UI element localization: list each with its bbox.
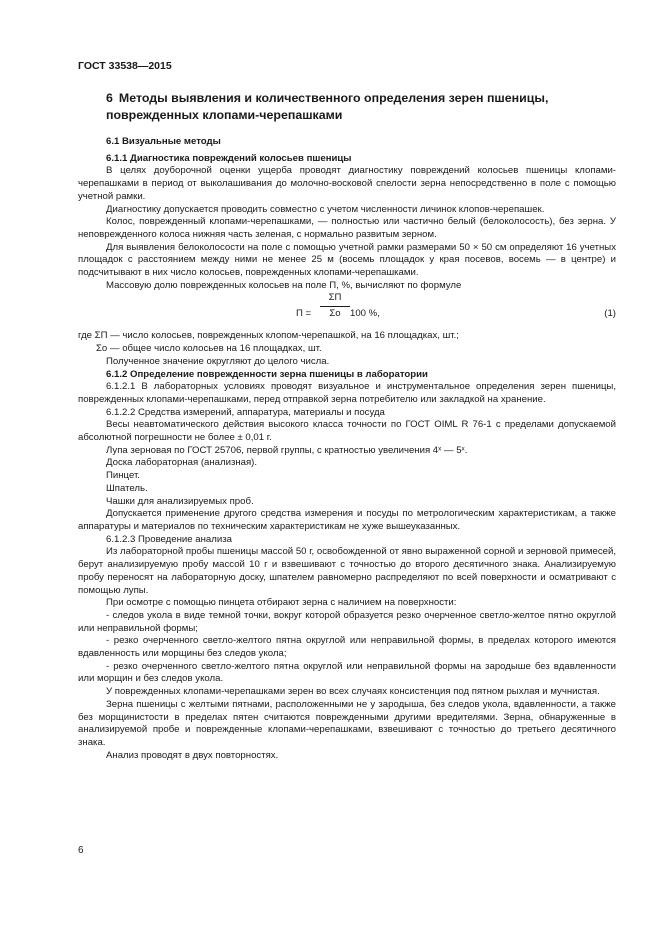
paragraph: Анализ проводят в двух повторностях. [106,749,279,761]
formula-legend: Σо — общее число колосьев на 16 площадках, шт. [96,343,322,355]
list-item: Чашки для анализируемых проб. [106,495,254,507]
list-item: Шпатель. [106,482,148,494]
list-item: Доска лабораторная (анализная). [106,457,258,469]
paragraph: Зерна пшеницы с желтыми пятнами, расположенными не у зародыша, без следов укола, вдавленности, а также без морщинистости в пределах пятен считаются поврежденными другими вредителями. Зерна, обнаруженные в анализируемой пробе и поврежденные клопами-черепашками, взвешивают с точностью до третьего десятичного знака. [78,698,616,748]
formula-denominator: Σо [329,308,341,320]
paragraph: Для выявления белоколосости на поле с помощью учетной рамки размерами 50 × 50 см определяют 16 учетных площадок с расстоянием между ними не менее 25 м (восемь площадок у края посевов, восемь — в центре) и подсчитывают в них число колосьев, поврежденных клопами-черепашками. [78,241,616,279]
paragraph: Допускается применение другого средства измерения и посуды по метрологическим характеристикам, а также аппаратуры и материалов по техническим характеристикам не хуже вышеуказанных. [78,508,616,532]
formula-1 [78,292,616,330]
formula-legend: где ΣП — число колосьев, поврежденных клопом-черепашкой, на 16 площадках, шт.; [78,330,459,342]
paragraph: В целях доуборочной оценки ущерба проводят диагностику повреждений колосьев пшеницы клопами-черепашками в период от выколашивания до молочно-восковой спелости зерна непосредственно в поле с помощью учетной рамки. [78,165,616,202]
list-item: - резко очерченного светло-желтого пятна округлой или неправильной формы на зародыше без вдавленности или морщин и без следов укола. [78,660,616,685]
paragraph: У поврежденных клопами-черепашками зерен во всех случаях консистенция под пятном рыхлая и мучнистая. [106,686,600,698]
formula-number: (1) [604,308,616,320]
paragraph: Весы неавтоматического действия высокого класса точности по ГОСТ OIML R 76-1 с пределами допускаемой абсолютной погрешности не более ± 0,01 г. [78,419,616,444]
formula-rhs: 100 %, [350,308,380,320]
subsection-6-1-heading: 6.1 Визуальные методы [106,136,221,147]
document-code-header: ГОСТ 33538—2015 [78,60,172,72]
formula-fraction [320,292,350,320]
document-body [78,136,616,762]
list-item: - следов укола в виде темной точки, вокруг которой образуется резко очерченное светло-желтое пятно округлой или неправильной формы; [78,609,616,634]
list-item: - резко очерченного светло-желтого пятна округлой или неправильной формы, в пределах которого имеются вдавленность или морщины без следов укола; [78,635,616,660]
clause-heading: 6.1.2.3 Проведение анализа [106,533,232,545]
paragraph: Из лабораторной пробы пшеницы массой 50 г, освобожденной от явно выраженной сорной и зерновой примесей, берут анализируемую пробу массой 10 г и взвешивают с точностью до второго десятичного знака. Анализируемую пробу переносят на лабораторную доску, шпателем равномерно распределяют по всей поверхности и осматривают с помощью лупы. [78,546,616,596]
clause-heading: 6.1.2.2 Средства измерений, аппаратура, материалы и посуда [106,406,385,418]
paragraph: Колос, поврежденный клопами-черепашками, — полностью или частично белый (белоколосость), без зерна. У неповрежденного колоса нижняя часть зеленая, с нормально развитым зерном. [78,216,616,240]
list-item: Пинцет. [106,470,140,482]
paragraph: Лупа зерновая по ГОСТ 25706, первой группы, с кратностью увеличения 4ˣ — 5ˣ. [106,444,468,456]
paragraph: 6.1.2.1 В лабораторных условиях проводят визуальное и инструментальное определения зерен пшеницы, поврежденных клопами-черепашками, перед отправкой зерна потребителю или закладкой на хранение. [78,381,616,405]
paragraph: Массовую долю поврежденных колосьев на поле П, %, вычисляют по формуле [106,279,462,291]
section-heading [106,90,606,124]
formula-numerator: ΣП [320,292,350,307]
section-title: Методы выявления и количественного определения зерен пшеницы, поврежденных клопами-черепашками [106,91,549,122]
paragraph: При осмотре с помощью пинцета отбирают зерна с наличием на поверхности: [106,597,457,609]
page-number: 6 [78,845,84,856]
paragraph: Полученное значение округляют до целого числа. [106,355,330,367]
subsection-6-1-2-heading: 6.1.2 Определение поврежденности зерна пшеницы в лаборатории [106,368,428,380]
section-number: 6 [106,91,113,105]
formula-lhs: П = [296,308,312,320]
subsection-6-1-1-heading: 6.1.1 Диагностика повреждений колосьев пшеницы [106,152,352,164]
paragraph: Диагностику допускается проводить совместно с учетом численности личинок клопов-черепашек. [106,203,545,215]
